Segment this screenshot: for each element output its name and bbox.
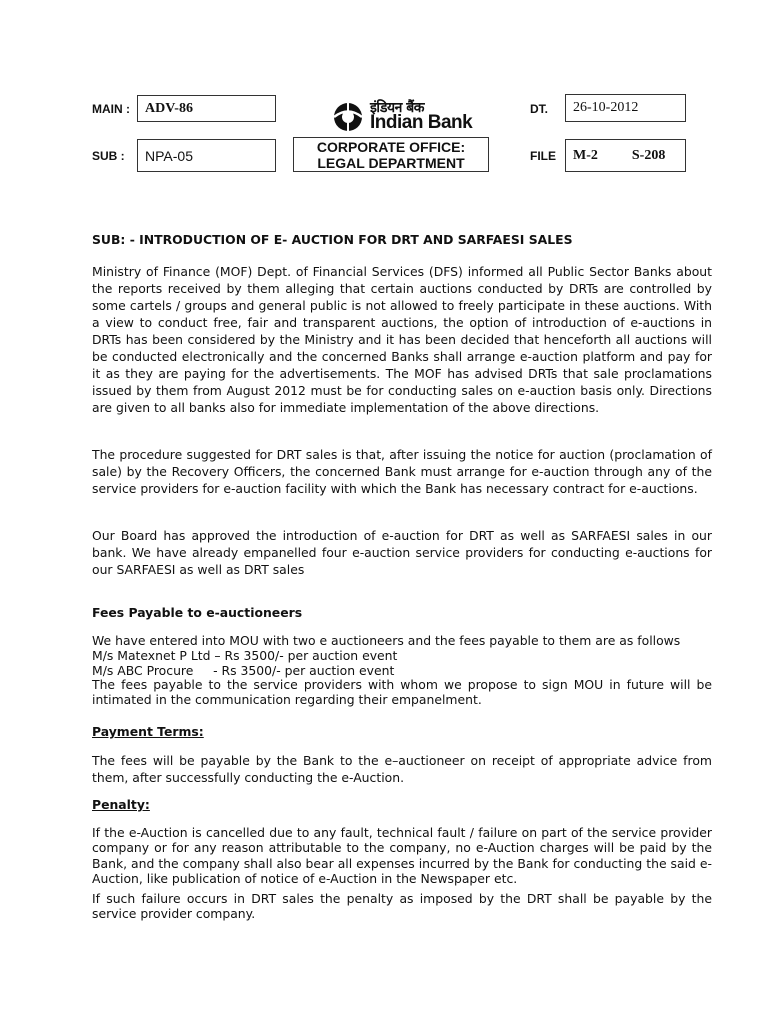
penalty-text-1: If the e-Auction is cancelled due to any fault, technical fault / failure on part of the service provider company or for any reason attributable to the company, no e-Auction charges will be paid by the Bank, and the company shall also bear all expenses incurred by the Bank for conducting the said e-Auction, like publication of notice of e-Auction in the Newspaper etc. bbox=[92, 825, 712, 886]
indian-bank-emblem-icon bbox=[330, 100, 366, 134]
date-value: 26-10-2012 bbox=[573, 100, 639, 115]
main-value-box bbox=[137, 95, 276, 122]
sub-value-box bbox=[137, 139, 276, 172]
payment-terms-text: The fees will be payable by the Bank to the e–auctioneer on receipt of appropriate advice from them, after successfully conducting the e-Auction. bbox=[92, 753, 712, 785]
logo-english-text: Indian Bank bbox=[370, 112, 473, 133]
paragraph-1: Ministry of Finance (MOF) Dept. of Financial Services (DFS) informed all Public Sector Banks about the reports received by them alleging that certain auctions conducted by DRTs are controlled by some cartels / groups and general public is not allowed to freely participate in these auctions. With a view to conduct free, fair and transparent auctions, the option of introduction of e-auctions in DRTs has been considered by the Ministry and it has been decided that henceforth all auctions will be conducted electronically and the concerned Banks shall arrange e-auction platform and pay for it as they are paying for the advertisements. The MOF has advised DRTs that sale proclamations issued by them from August 2012 must be for conducting sales on e-auction basis only. Directions are given to all banks also for immediate implementation of the above directions. bbox=[92, 264, 712, 415]
main-value: ADV-86 bbox=[145, 100, 193, 116]
paragraph-3: Our Board has approved the introduction of e-auction for DRT as well as SARFAESI sales in our bank. We have already empanelled four e-auction service providers for conducting e-auctions for our SARFAESI as well as DRT sales bbox=[92, 528, 712, 577]
office-box bbox=[293, 137, 489, 172]
fees-line-3: M/s ABC Procure - Rs 3500/- per auction event bbox=[92, 663, 395, 678]
file-value-2: S-208 bbox=[631, 147, 666, 163]
office-line-1: CORPORATE OFFICE: bbox=[316, 139, 466, 155]
bank-logo bbox=[330, 96, 473, 136]
sub-value: NPA-05 bbox=[145, 147, 193, 164]
payment-terms-heading: Payment Terms: bbox=[92, 724, 204, 739]
logo-hindi-text: इंडियन बैंक bbox=[370, 100, 424, 116]
subject-heading: SUB: - INTRODUCTION OF E- AUCTION FOR DRT AND SARFAESI SALES bbox=[92, 232, 573, 247]
file-box bbox=[565, 139, 686, 172]
date-box bbox=[565, 94, 686, 122]
penalty-text-2: If such failure occurs in DRT sales the penalty as imposed by the DRT shall be payable by the service provider company. bbox=[92, 891, 712, 922]
fees-line-4: The fees payable to the service providers with whom we propose to sign MOU in future will be intimated in the communication regarding their empanelment. bbox=[92, 677, 712, 707]
file-label: FILE bbox=[530, 149, 556, 163]
fees-heading: Fees Payable to e-auctioneers bbox=[92, 605, 303, 620]
file-value-1: M-2 bbox=[573, 147, 598, 163]
fees-line-2: M/s Matexnet P Ltd – Rs 3500/- per auction event bbox=[92, 648, 398, 663]
office-line-2: LEGAL DEPARTMENT bbox=[317, 155, 465, 171]
sub-label: SUB : bbox=[92, 149, 125, 163]
date-label: DT. bbox=[530, 102, 548, 116]
penalty-heading: Penalty: bbox=[92, 797, 150, 812]
main-label: MAIN : bbox=[92, 102, 130, 116]
fees-line-1: We have entered into MOU with two e auctioneers and the fees payable to them are as follows bbox=[92, 633, 681, 648]
paragraph-2: The procedure suggested for DRT sales is that, after issuing the notice for auction (proclamation of sale) by the Recovery Officers, the concerned Bank must arrange for e-auction through any of the service providers for e-auction facility with which the Bank has necessary contract for e-auctions. bbox=[92, 447, 712, 496]
